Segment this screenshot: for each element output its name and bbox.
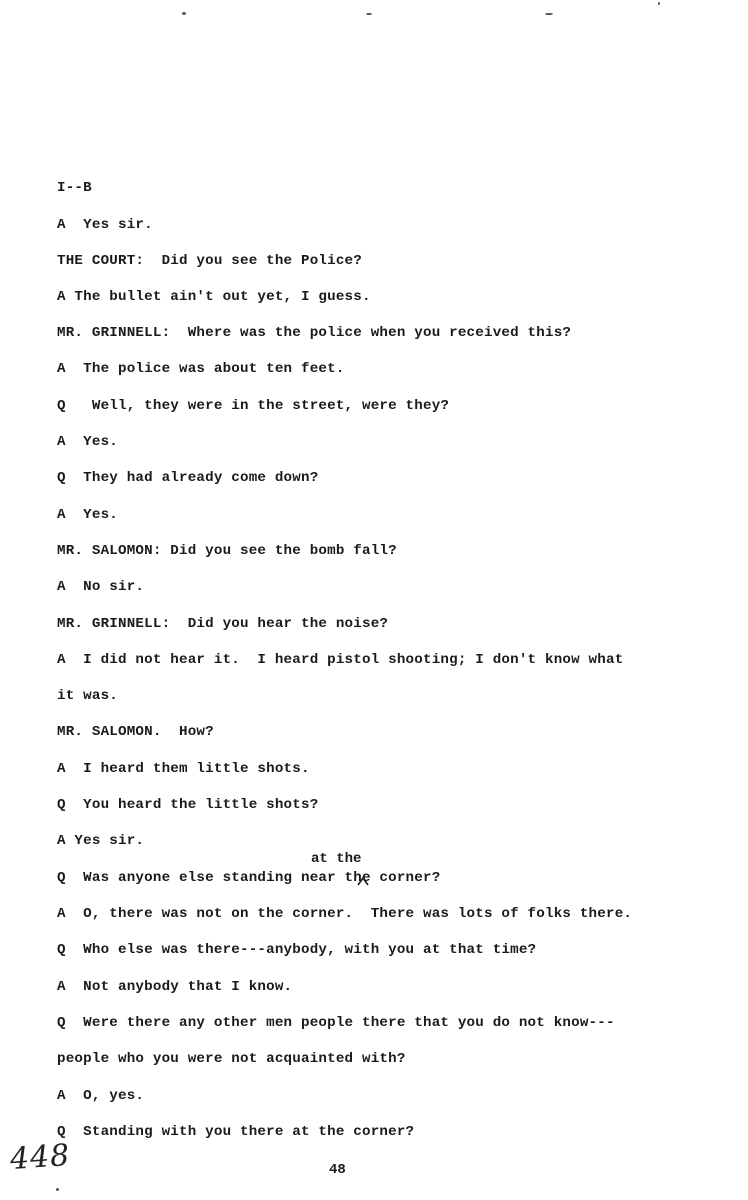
transcript-line: THE COURT: Did you see the Police? [57, 253, 362, 269]
transcript-line: MR. GRINNELL: Where was the police when you received this? [57, 325, 572, 341]
scan-speck [182, 12, 186, 15]
transcript-line: Q They had already come down? [57, 470, 319, 486]
scan-speck [366, 13, 372, 15]
transcript-line: MR. SALOMON: Did you see the bomb fall? [57, 543, 397, 559]
transcript-line: A I did not hear it. I heard pistol shooting; I don't know what [57, 652, 624, 668]
scan-speck [545, 13, 553, 15]
transcript-line: Q You heard the little shots? [57, 797, 319, 813]
transcript-line: A O, there was not on the corner. There was lots of folks there. [57, 906, 633, 922]
transcript-line: it was. [57, 688, 118, 704]
transcript-line: Q Who else was there---anybody, with you at that time? [57, 942, 537, 958]
handwritten-page-number: 448 [8, 1137, 72, 1178]
interlinear-insertion: at the [311, 851, 362, 867]
transcript-line: A O, yes. [57, 1088, 145, 1104]
transcript-line: A Not anybody that I know. [57, 979, 293, 995]
transcript-line: A The police was about ten feet. [57, 361, 345, 377]
transcript-line: Q Standing with you there at the corner? [57, 1124, 415, 1140]
transcript-line: MR. GRINNELL: Did you hear the noise? [57, 616, 389, 632]
transcript-line: A No sir. [57, 579, 145, 595]
transcript-line: A Yes. [57, 434, 118, 450]
scan-speck [658, 2, 660, 5]
transcript-line: Q Was anyone else standing near the corner? [57, 870, 441, 886]
transcript-line: people who you were not acquainted with? [57, 1051, 406, 1067]
transcript-line: Q Well, they were in the street, were they? [57, 398, 450, 414]
transcript-line: A I heard them little shots. [57, 761, 310, 777]
page-number: 48 [329, 1162, 346, 1178]
scan-speck [56, 1188, 59, 1191]
transcript-line: A Yes. [57, 507, 118, 523]
section-label: I--B [57, 180, 92, 196]
transcript-line: Q Were there any other men people there that you do not know--- [57, 1015, 615, 1031]
transcript-line: A Yes sir. [57, 833, 145, 849]
transcript-line: A The bullet ain't out yet, I guess. [57, 289, 371, 305]
transcript-line: A Yes sir. [57, 217, 153, 233]
transcript-line: MR. SALOMON. How? [57, 724, 214, 740]
